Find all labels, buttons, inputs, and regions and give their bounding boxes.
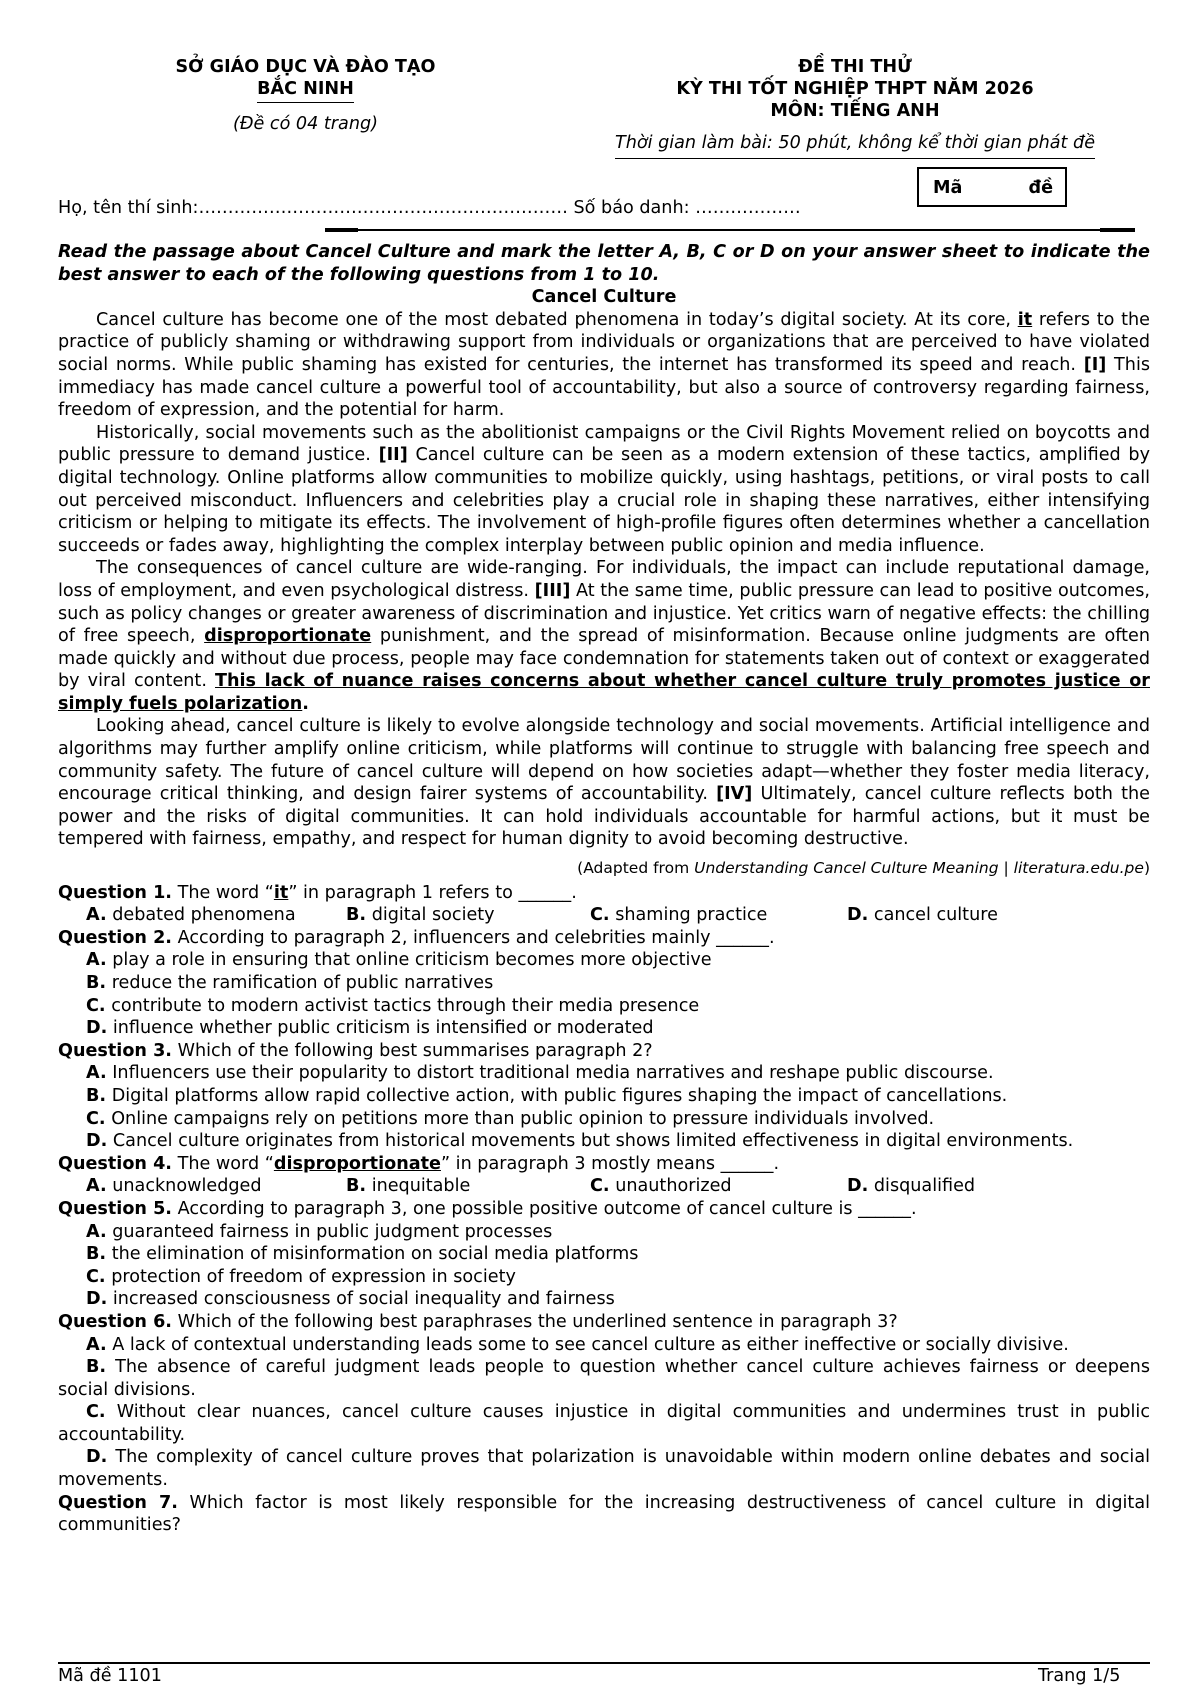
option-a[interactable]: A. Influencers use their popularity to distort traditional media narratives and reshape public discourse.	[86, 1063, 994, 1084]
exam-header	[560, 56, 1150, 159]
vocab-word-disproportionate: disproportionate	[204, 626, 372, 647]
question-4: Question 4. The word “disproportionate” in paragraph 3 mostly means ______.	[58, 1153, 780, 1174]
exam-code-box	[917, 167, 1067, 207]
option-b[interactable]: B. the elimination of misinformation on social media platforms	[86, 1244, 639, 1265]
option-c[interactable]: C. Online campaigns rely on petitions more than public opinion to pressure individuals involved.	[86, 1108, 935, 1129]
candidate-info-line: Họ, tên thí sinh:……………………………………………………… Số báo danh: ………………	[58, 198, 801, 218]
option-c[interactable]: C. shaming practice	[590, 905, 768, 926]
exam-name: KỲ THI TỐT NGHIỆP THPT NĂM 2026	[676, 79, 1034, 99]
passage-paragraph-4: Looking ahead, cancel culture is likely to evolve alongside technology and social movements. Artificial intelligence and algorithms may further amplify online criticism, while platforms will continue to struggle with balancing free speech and community safety. The future of cancel culture will depend on how societies adapt—whether they foster media literacy, encourage critical thinking, and design fairer systems of accountability. [IV] Ultimately, cancel culture reflects both the power and the risks of digital communities. It can hold individuals accountable for harmful actions, but it must be tempered with fairness, empathy, and respect for human dignity to avoid becoming destructive.	[58, 716, 1150, 850]
instruction: Read the passage about Cancel Culture and mark the letter A, B, C or D on your answer sheet to indicate the best answer to each of the following questions from 1 to 10.	[58, 242, 1150, 285]
option-d[interactable]: D. disqualified	[847, 1176, 976, 1197]
passage-title: Cancel Culture	[531, 287, 677, 308]
insertion-mark-1: [I]	[1083, 354, 1107, 375]
option-b[interactable]: B. Digital platforms allow rapid collective action, with public figures shaping the impact of cancellations.	[86, 1085, 1008, 1106]
option-a[interactable]: A. play a role in ensuring that online criticism becomes more objective	[86, 950, 712, 971]
option-d[interactable]: D. Cancel culture originates from historical movements but shows limited effectiveness in digital environments.	[86, 1131, 1074, 1152]
option-a[interactable]: A. debated phenomena	[86, 905, 296, 926]
question-4-options	[58, 1175, 1150, 1198]
option-d[interactable]: D. The complexity of cancel culture proves that polarization is unavoidable within modern online debates and social movements.	[58, 1447, 1150, 1491]
passage-source: (Adapted from Understanding Cancel Culture Meaning | literatura.edu.pe)	[577, 859, 1150, 878]
exam-body	[58, 241, 1150, 1537]
underlined-sentence: This lack of nuance raises concerns about whether cancel culture truly promotes justice or simply fuels polarization	[58, 671, 1150, 714]
insertion-mark-3: [III]	[534, 580, 571, 601]
question-1: Question 1. The word “it” in paragraph 1 refers to ______.	[58, 882, 577, 903]
org-name: SỞ GIÁO DỤC VÀ ĐÀO TẠO	[175, 57, 436, 77]
org-province: BẮC NINH	[257, 78, 354, 103]
question-3: Question 3. Which of the following best summarises paragraph 2?	[58, 1040, 653, 1061]
code-label-ma: Mã	[933, 178, 963, 198]
header-divider	[325, 229, 1135, 231]
option-b[interactable]: B. reduce the ramification of public narratives	[86, 973, 494, 993]
question-7: Question 7. Which factor is most likely responsible for the increasing destructiveness of cancel culture in digital communities?	[58, 1492, 1150, 1536]
insertion-mark-4: [IV]	[716, 784, 753, 805]
passage-paragraph-1: Cancel culture has become one of the most debated phenomena in today’s digital society. At its core, it refers to the practice of publicly shaming or withdrawing support from individuals or organizations that are perceived to have violated social norms. While public shaming has existed for centuries, the internet has transformed its speed and reach. [I] This immediacy has made cancel culture a powerful tool of accountability, but also a source of controversy regarding fairness, freedom of expression, and the potential for harm.	[58, 309, 1151, 421]
question-2: Question 2. According to paragraph 2, influencers and celebrities mainly ______.	[58, 927, 775, 948]
header-divider-accent-right	[1100, 228, 1135, 232]
option-c[interactable]: C. unauthorized	[590, 1176, 732, 1197]
option-a[interactable]: A. A lack of contextual understanding leads some to see cancel culture as either ineffective or socially divisive.	[86, 1334, 1069, 1355]
time-note: Thời gian làm bài: 50 phút, không kể thời gian phát đề	[615, 132, 1095, 159]
insertion-mark-2: [II]	[378, 445, 408, 466]
footer-page-number: Trang 1/5	[1038, 1666, 1121, 1686]
question-6: Question 6. Which of the following best paraphrases the underlined sentence in paragraph 3?	[58, 1311, 898, 1332]
option-a[interactable]: A. guaranteed fairness in public judgment processes	[86, 1221, 553, 1242]
footer-exam-code: Mã đề 1101	[58, 1666, 162, 1686]
reference-word-it: it	[1017, 309, 1033, 330]
question-1-options	[58, 904, 1150, 927]
exam-type: ĐỀ THI THỬ	[798, 57, 912, 77]
exam-subject: MÔN: TIẾNG ANH	[770, 101, 940, 121]
option-d[interactable]: D. increased consciousness of social inequality and fairness	[86, 1289, 615, 1310]
option-b[interactable]: B. inequitable	[346, 1176, 471, 1197]
footer-divider	[58, 1662, 1150, 1664]
school-header	[58, 56, 553, 135]
option-c[interactable]: C. Without clear nuances, cancel culture causes injustice in digital communities and undermines trust in public accountability.	[58, 1402, 1150, 1445]
pages-note: (Đề có 04 trang)	[232, 114, 379, 134]
option-a[interactable]: A. unacknowledged	[86, 1176, 262, 1197]
passage-paragraph-2: Historically, social movements such as the abolitionist campaigns or the Civil Rights Movement relied on boycotts and public pressure to demand justice. [II] Cancel culture can be seen as a modern extension of these tactics, amplified by digital technology. Online platforms allow communities to mobilize quickly, using hashtags, petitions, or viral posts to call out perceived misconduct. Influencers and celebrities play a crucial role in shaping these narratives, either intensifying criticism or helping to mitigate its effects. The involvement of high-profile figures often determines whether a cancellation succeeds or fades away, highlighting the complex interplay between public opinion and media influence.	[58, 422, 1150, 556]
code-label-de: đề	[1028, 178, 1053, 198]
option-b[interactable]: B. digital society	[346, 905, 495, 926]
header-divider-accent-left	[325, 228, 358, 232]
passage-paragraph-3: The consequences of cancel culture are wide-ranging. For individuals, the impact can include reputational damage, loss of employment, and even psychological distress. [III] At the same time, public pressure can lead to positive outcomes, such as policy changes or greater awareness of discrimination and injustice. Yet critics warn of negative effects: the chilling of free speech, disproportionate punishment, and the spread of misinformation. Because online judgments are often made quickly and without due process, people may face condemnation for statements taken out of context or exaggerated by viral content. This lack of nuance raises concerns about whether cancel culture truly promotes justice or simply fuels polarization.	[58, 558, 1150, 714]
option-d[interactable]: D. influence whether public criticism is intensified or moderated	[86, 1018, 654, 1039]
option-c[interactable]: C. contribute to modern activist tactics through their media presence	[86, 995, 700, 1016]
option-d[interactable]: D. cancel culture	[847, 905, 998, 926]
option-b[interactable]: B. The absence of careful judgment leads people to question whether cancel culture achieves fairness or deepens social divisions.	[58, 1357, 1150, 1400]
question-5: Question 5. According to paragraph 3, one possible positive outcome of cancel culture is ______.	[58, 1198, 917, 1219]
option-c[interactable]: C. protection of freedom of expression in society	[86, 1266, 516, 1287]
